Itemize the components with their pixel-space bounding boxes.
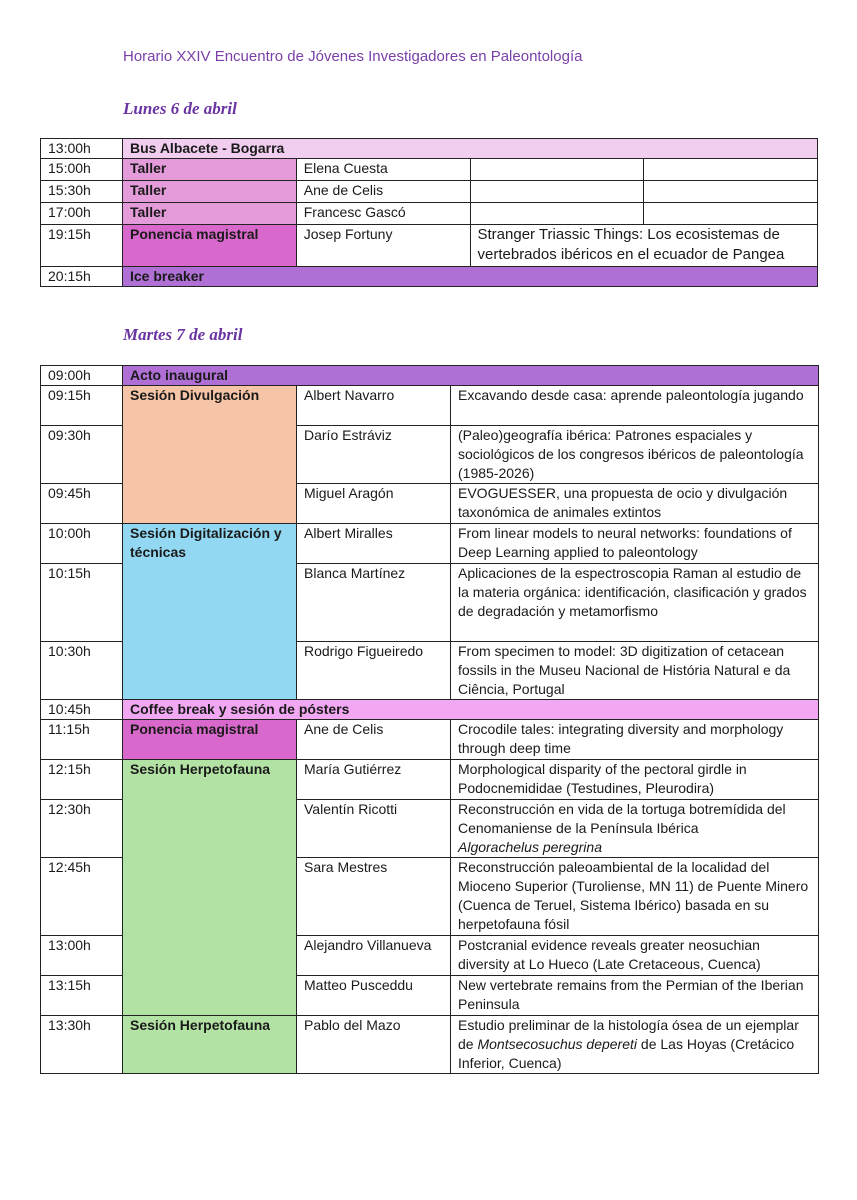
empty-cell xyxy=(644,203,818,225)
time-cell: 13:30h xyxy=(41,1016,123,1074)
session-cell: Acto inaugural xyxy=(123,366,819,386)
talk-title-cell: Postcranial evidence reveals greater neosuchian diversity at Lo Hueco (Late Cretaceous, Cuenca) xyxy=(451,936,819,976)
time-cell: 13:15h xyxy=(41,976,123,1016)
empty-cell xyxy=(470,203,644,225)
time-cell: 10:45h xyxy=(41,700,123,720)
time-cell: 11:15h xyxy=(41,720,123,760)
speaker-cell: Darío Estráviz xyxy=(297,426,451,484)
speaker-cell: Valentín Ricotti xyxy=(297,800,451,858)
empty-cell xyxy=(644,181,818,203)
speaker-cell: Ane de Celis xyxy=(296,181,470,203)
species-name: Montsecosuchus depereti xyxy=(477,1036,638,1052)
speaker-cell: Francesc Gascó xyxy=(296,203,470,225)
talk-title-cell xyxy=(451,800,819,858)
session-cell-herpetofauna: Sesión Herpetofauna xyxy=(123,760,297,1016)
table-row xyxy=(41,700,819,720)
talk-title-text: de Las Hoyas (Cretácico Inferior, Cuenca) xyxy=(458,1036,795,1071)
talk-title-cell: Excavando desde casa: aprende paleontología jugando xyxy=(451,386,819,426)
session-cell: Taller xyxy=(123,203,297,225)
session-cell: Taller xyxy=(123,181,297,203)
time-cell: 13:00h xyxy=(41,936,123,976)
session-cell-divulgacion: Sesión Divulgación xyxy=(123,386,297,524)
speaker-cell: Ane de Celis xyxy=(297,720,451,760)
empty-cell xyxy=(644,159,818,181)
time-cell: 12:15h xyxy=(41,760,123,800)
session-cell: Ponencia magistral xyxy=(123,225,297,267)
empty-cell xyxy=(470,159,644,181)
speaker-cell: Alejandro Villanueva xyxy=(297,936,451,976)
talk-title-text: Reconstrucción en vida de la tortuga botremídida del Cenomaniense de la Península Ibérica xyxy=(458,801,786,836)
table-row xyxy=(41,1016,819,1074)
speaker-cell: María Gutiérrez xyxy=(297,760,451,800)
time-cell: 09:30h xyxy=(41,426,123,484)
table-row xyxy=(41,760,819,800)
speaker-cell: Blanca Martínez xyxy=(297,564,451,642)
talk-title-cell: Aplicaciones de la espectroscopia Raman al estudio de la materia orgánica: identificación, clasificación y grados de degradación y metamorfismo xyxy=(451,564,819,642)
time-cell: 19:15h xyxy=(41,225,123,267)
time-cell: 20:15h xyxy=(41,267,123,287)
schedule-table-lunes xyxy=(40,138,818,287)
talk-title-text: Estudio preliminar de la histología ósea de un ejemplar de xyxy=(458,1017,799,1052)
day-heading-martes: Martes 7 de abril xyxy=(123,325,243,344)
table-row xyxy=(41,225,818,267)
time-cell: 10:30h xyxy=(41,642,123,700)
day-heading-lunes: Lunes 6 de abril xyxy=(123,99,237,118)
table-row xyxy=(41,267,818,287)
table-row xyxy=(41,524,819,564)
session-cell: Bus Albacete - Bogarra xyxy=(123,139,818,159)
talk-title-cell: From specimen to model: 3D digitization of cetacean fossils in the Museu Nacional de História Natural e da Ciência, Portugal xyxy=(451,642,819,700)
session-cell: Taller xyxy=(123,159,297,181)
time-cell: 10:15h xyxy=(41,564,123,642)
speaker-cell: Pablo del Mazo xyxy=(297,1016,451,1074)
time-cell: 17:00h xyxy=(41,203,123,225)
table-row xyxy=(41,366,819,386)
session-cell: Coffee break y sesión de pósters xyxy=(123,700,819,720)
time-cell: 09:15h xyxy=(41,386,123,426)
speaker-cell: Albert Miralles xyxy=(297,524,451,564)
session-cell: Ponencia magistral xyxy=(123,720,297,760)
talk-title-cell: Stranger Triassic Things: Los ecosistemas de vertebrados ibéricos en el ecuador de Pangea xyxy=(470,225,818,267)
speaker-cell: Josep Fortuny xyxy=(296,225,470,267)
table-row xyxy=(41,203,818,225)
talk-title-cell: Reconstrucción paleoambiental de la localidad del Mioceno Superior (Turoliense, MN 11) de Puente Minero (Cuenca de Teruel, Sistema Ibérico) basada en su herpetofauna fósil xyxy=(451,858,819,936)
talk-title-cell: Morphological disparity of the pectoral girdle in Podocnemididae (Testudines, Pleurodira) xyxy=(451,760,819,800)
time-cell: 13:00h xyxy=(41,139,123,159)
session-cell-herpetofauna-2: Sesión Herpetofauna xyxy=(123,1016,297,1074)
table-row xyxy=(41,181,818,203)
speaker-cell: Rodrigo Figueiredo xyxy=(297,642,451,700)
speaker-cell: Miguel Aragón xyxy=(297,484,451,524)
time-cell: 09:00h xyxy=(41,366,123,386)
talk-title-cell: From linear models to neural networks: foundations of Deep Learning applied to paleontology xyxy=(451,524,819,564)
time-cell: 15:00h xyxy=(41,159,123,181)
table-row xyxy=(41,720,819,760)
table-row xyxy=(41,386,819,426)
talk-title-cell: Crocodile tales: integrating diversity and morphology through deep time xyxy=(451,720,819,760)
speaker-cell: Sara Mestres xyxy=(297,858,451,936)
session-cell-digitalizacion: Sesión Digitalización y técnicas xyxy=(123,524,297,700)
table-row xyxy=(41,139,818,159)
empty-cell xyxy=(470,181,644,203)
session-cell: Ice breaker xyxy=(123,267,818,287)
talk-title-cell xyxy=(451,1016,819,1074)
talk-title-cell: New vertebrate remains from the Permian of the Iberian Peninsula xyxy=(451,976,819,1016)
talk-title-cell: (Paleo)geografía ibérica: Patrones espaciales y sociológicos de los congresos ibéricos de paleontología (1985-2026) xyxy=(451,426,819,484)
speaker-cell: Elena Cuesta xyxy=(296,159,470,181)
table-row xyxy=(41,159,818,181)
time-cell: 12:30h xyxy=(41,800,123,858)
time-cell: 15:30h xyxy=(41,181,123,203)
time-cell: 09:45h xyxy=(41,484,123,524)
species-name: Algorachelus peregrina xyxy=(458,839,602,855)
schedule-table-martes xyxy=(40,365,819,1074)
time-cell: 10:00h xyxy=(41,524,123,564)
time-cell: 12:45h xyxy=(41,858,123,936)
speaker-cell: Matteo Pusceddu xyxy=(297,976,451,1016)
speaker-cell: Albert Navarro xyxy=(297,386,451,426)
document-title: Horario XXIV Encuentro de Jóvenes Investigadores en Paleontología xyxy=(123,48,583,65)
talk-title-cell: EVOGUESSER, una propuesta de ocio y divulgación taxonómica de animales extintos xyxy=(451,484,819,524)
